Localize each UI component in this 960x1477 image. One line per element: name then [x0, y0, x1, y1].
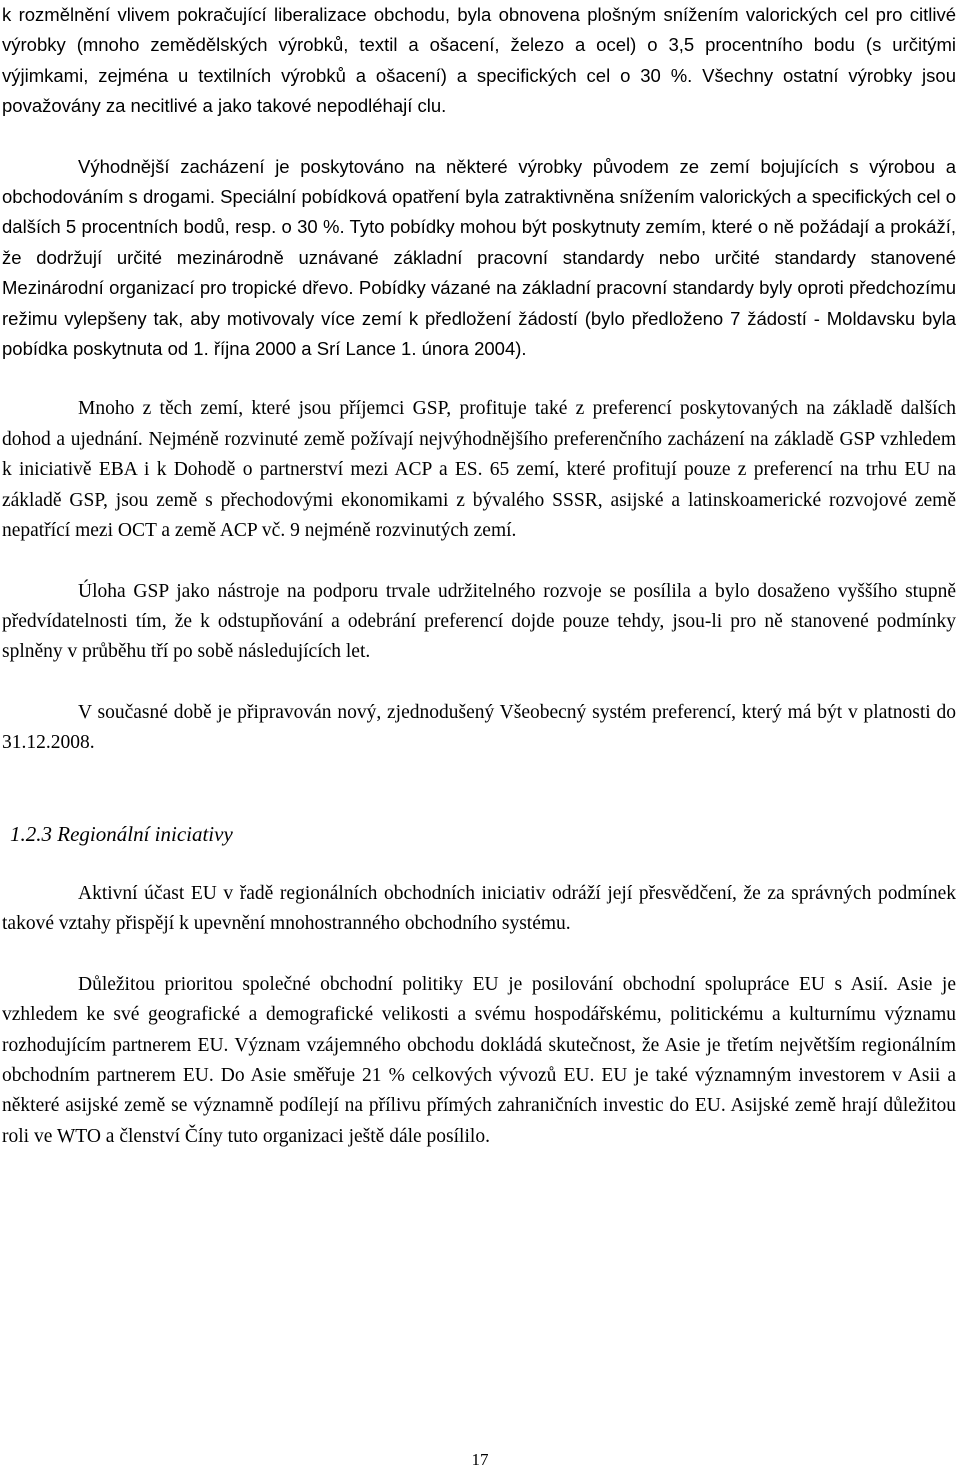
- paragraph-drug-arrangement: Výhodnější zacházení je poskytováno na některé výrobky původem ze zemí bojujících s výrobou a obchodováním s drogami. Speciální pobídková opatření byla zatraktivněna snížením valorických a specifických cel o dalších 5 procentních bodů, resp. o 30 %. Tyto pobídky mohou být poskytnuty zemím, které o ně požádají a prokáží, že dodržují určité mezinárodně uznávané základní pracovní standardy nebo určité standardy stanovené Mezinárodní organizací pro tropické dřevo. Pobídky vázané na základní pracovní standardy byly oproti předchozímu režimu vylepšeny tak, aby motivovaly více zemí k předložení žádostí (bylo předloženo 7 žádostí - Moldavsku byla pobídka poskytnuta od 1. října 2000 a Srí Lance 1. února 2004).: [2, 155, 956, 360]
- paragraph-regional-initiatives: Aktivní účast EU v řadě regionálních obchodních iniciativ odráží její přesvědčení, že za správných podmínek takové vztahy přispějí k upevnění mnohostranného obchodního systému.: [2, 882, 956, 935]
- paragraph-gsp-role: Úloha GSP jako nástroje na podporu trvale udržitelného rozvoje se posílila a bylo dosaženo vyššího stupně předvídatelnosti tím, že k odstupňování a odebrání preferencí dojde pouze tehdy, jsou-li pro ně stanovené podmínky splněny v průběhu tří po sobě následujících let.: [2, 580, 956, 663]
- paragraph-gsp-sensitive-products: k rozmělnění vlivem pokračující liberalizace obchodu, byla obnovena plošným snížením valorických cel pro citlivé výrobky (mnoho zemědělských výrobků, textil a ošacení, železo a ocel) o 3,5 procentního bodu (s určitými výjimkami, zejména u textilních výrobků a ošacení) a specifických cel o 30 %. Všechny ostatní výrobky jsou považovány za necitlivé a jako takové nepodléhají clu.: [2, 4, 956, 117]
- section-heading: 1.2.3 Regionální iniciativy: [10, 821, 233, 846]
- document-page: [2, 0, 956, 1152]
- paragraph-new-gsp: V současné době je připravován nový, zjednodušený Všeobecný systém preferencí, který má být v platnosti do 31.12.2008.: [2, 701, 956, 754]
- page-number: 17: [471, 1450, 489, 1469]
- paragraph-asia-cooperation: Důležitou prioritou společné obchodní politiky EU je posilování obchodní spolupráce EU s Asií. Asie je vzhledem ke své geografické a demografické velikosti a svému hospodářskému, politickému a kulturnímu významu rozhodujícím partnerem EU. Význam vzájemného obchodu dokládá skutečnost, že Asie je třetím největším regionálním obchodním partnerem EU. Do Asie směřuje 21 % celkových vývozů EU. EU je také významným investorem v Asii a některé asijské země se významně podílejí na přílivu přímých zahraničních investic do EU. Asijské země hrají důležitou roli ve WTO a členství Číny tuto organizaci ještě dále posílilo.: [2, 973, 956, 1147]
- paragraph-gsp-beneficiaries: Mnoho z těch zemí, které jsou příjemci GSP, profituje také z preferencí poskytovaných na základě dalších dohod a ujednání. Nejméně rozvinuté země požívají nejvýhodnějšího preferenčního zacházení na základě GSP vzhledem k iniciativě EBA i k Dohodě o partnerství mezi ACP a ES. 65 zemí, které profitují pouze z preferencí na trhu EU na základě GSP, jsou země s přechodovými ekonomikami z bývalého SSSR, asijské a latinskoamerické rozvojové země nepatřící mezi OCT a země ACP vč. 9 nejméně rozvinutých zemí.: [2, 398, 956, 542]
